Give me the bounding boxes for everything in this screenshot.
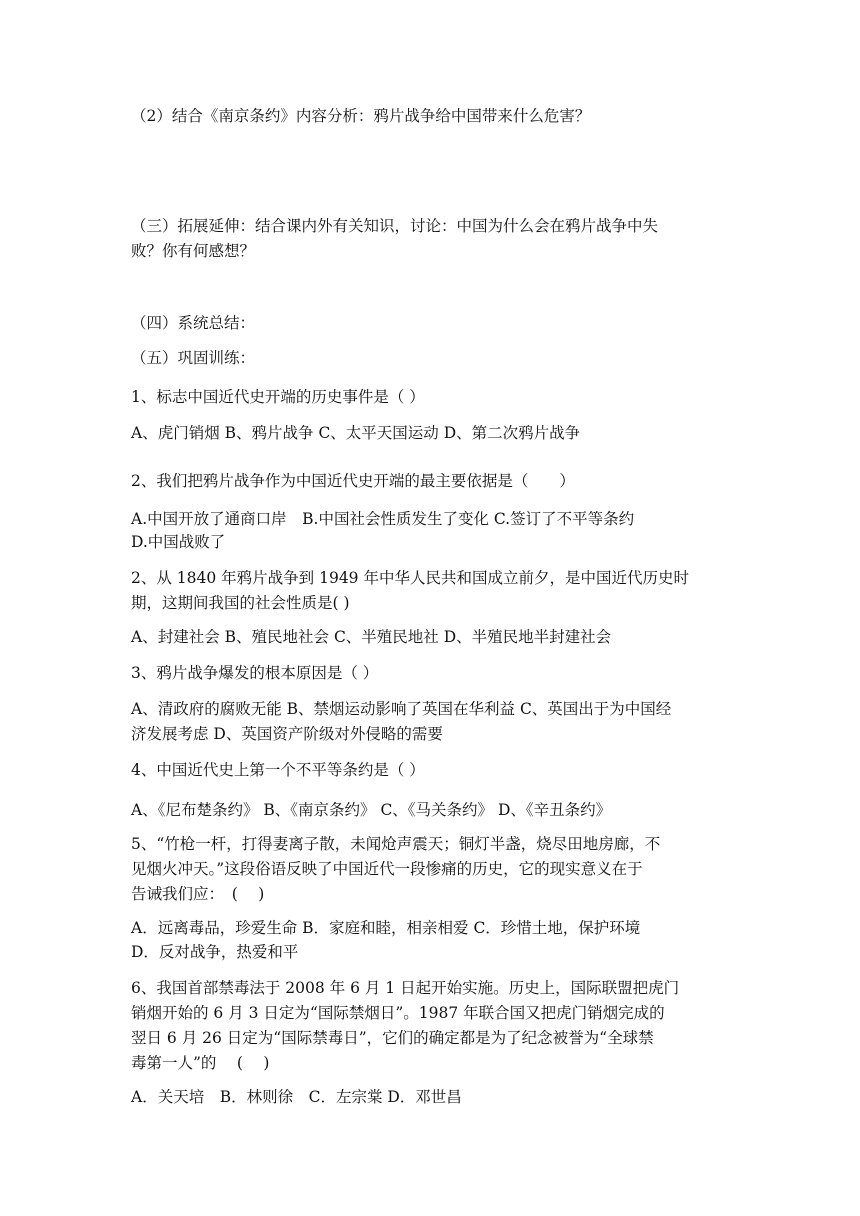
section-3-heading-line-1: （三）拓展延伸：结合课内外有关知识，讨论：中国为什么会在鸦片战争中失 — [131, 217, 659, 235]
question-6-stem-line-2: 销烟开始的 6 月 3 日定为“国际禁烟日”。1987 年联合国又把虎门销烟完成的 — [131, 1004, 665, 1022]
section-2-question-2: （2）结合《南京条约》内容分析：鸦片战争给中国带来什么危害？ — [131, 107, 591, 125]
question-2b-stem-line-1: 2、从 1840 年鸦片战争到 1949 年中华人民共和国成立前夕，是中国近代历史时 — [131, 569, 689, 587]
question-6-stem-line-1: 6、我国首部禁毒法于 2008 年 6 月 1 日起开始实施。历史上，国际联盟把虎门 — [131, 979, 680, 997]
question-4-options: A、《尼布楚条约》 B、《南京条约》 C、《马关条约》 D、《辛丑条约》 — [131, 801, 612, 819]
question-1-options: A、虎门销烟 B、鸦片战争 C、太平天国运动 D、第二次鸦片战争 — [131, 424, 581, 442]
question-2-options-line-1: A.中国开放了通商口岸 B.中国社会性质发生了变化 C.签订了不平等条约 — [131, 510, 635, 528]
question-5-options-line-1: A．远离毒品，珍爱生命 B．家庭和睦，相亲相爱 C．珍惜土地，保护环境 — [131, 919, 641, 937]
question-5-stem-line-2: 见烟火冲天。”这段俗语反映了中国近代一段惨痛的历史，它的现实意义在于 — [131, 860, 643, 878]
question-3-options-line-2: 济发展考虑 D、英国资产阶级对外侵略的需要 — [131, 725, 443, 743]
question-5-stem-line-3: 告诫我们应： ( ) — [131, 885, 265, 903]
question-5-options-line-2: D．反对战争，热爱和平 — [131, 943, 299, 961]
section-3-heading-line-2: 败？你有何感想？ — [131, 242, 256, 260]
question-6-stem-line-3: 翌日 6 月 26 日定为“国际禁毒日”，它们的确定都是为了纪念被誉为“全球禁 — [131, 1029, 654, 1047]
question-2-stem: 2、我们把鸦片战争作为中国近代史开端的最主要依据是（ ） — [131, 472, 575, 490]
question-4-stem: 4、中国近代史上第一个不平等条约是（ ） — [131, 761, 425, 779]
section-5-heading: （五）巩固训练： — [131, 349, 256, 367]
question-2b-stem-line-2: 期，这期间我国的社会性质是( ) — [131, 594, 350, 612]
section-4-heading: （四）系统总结： — [131, 314, 256, 332]
question-2b-options: A、封建社会 B、殖民地社会 C、半殖民地社 D、半殖民地半封建社会 — [131, 628, 612, 646]
question-2-options-line-2: D.中国战败了 — [131, 533, 226, 551]
question-6-options: A．关天培 B．林则徐 C．左宗棠 D．邓世昌 — [131, 1088, 462, 1106]
question-6-stem-line-4: 毒第一人”的 ( ) — [131, 1054, 270, 1072]
question-3-stem: 3、鸦片战争爆发的根本原因是（ ） — [131, 664, 379, 682]
question-3-options-line-1: A、清政府的腐败无能 B、禁烟运动影响了英国在华利益 C、英国出于为中国经 — [131, 700, 672, 718]
question-1-stem: 1、标志中国近代史开端的历史事件是（ ） — [131, 388, 425, 406]
question-5-stem-line-1: 5、“竹枪一杆，打得妻离子散，未闻炝声震天；铜灯半盏，烧尽田地房廊，不 — [131, 835, 661, 853]
